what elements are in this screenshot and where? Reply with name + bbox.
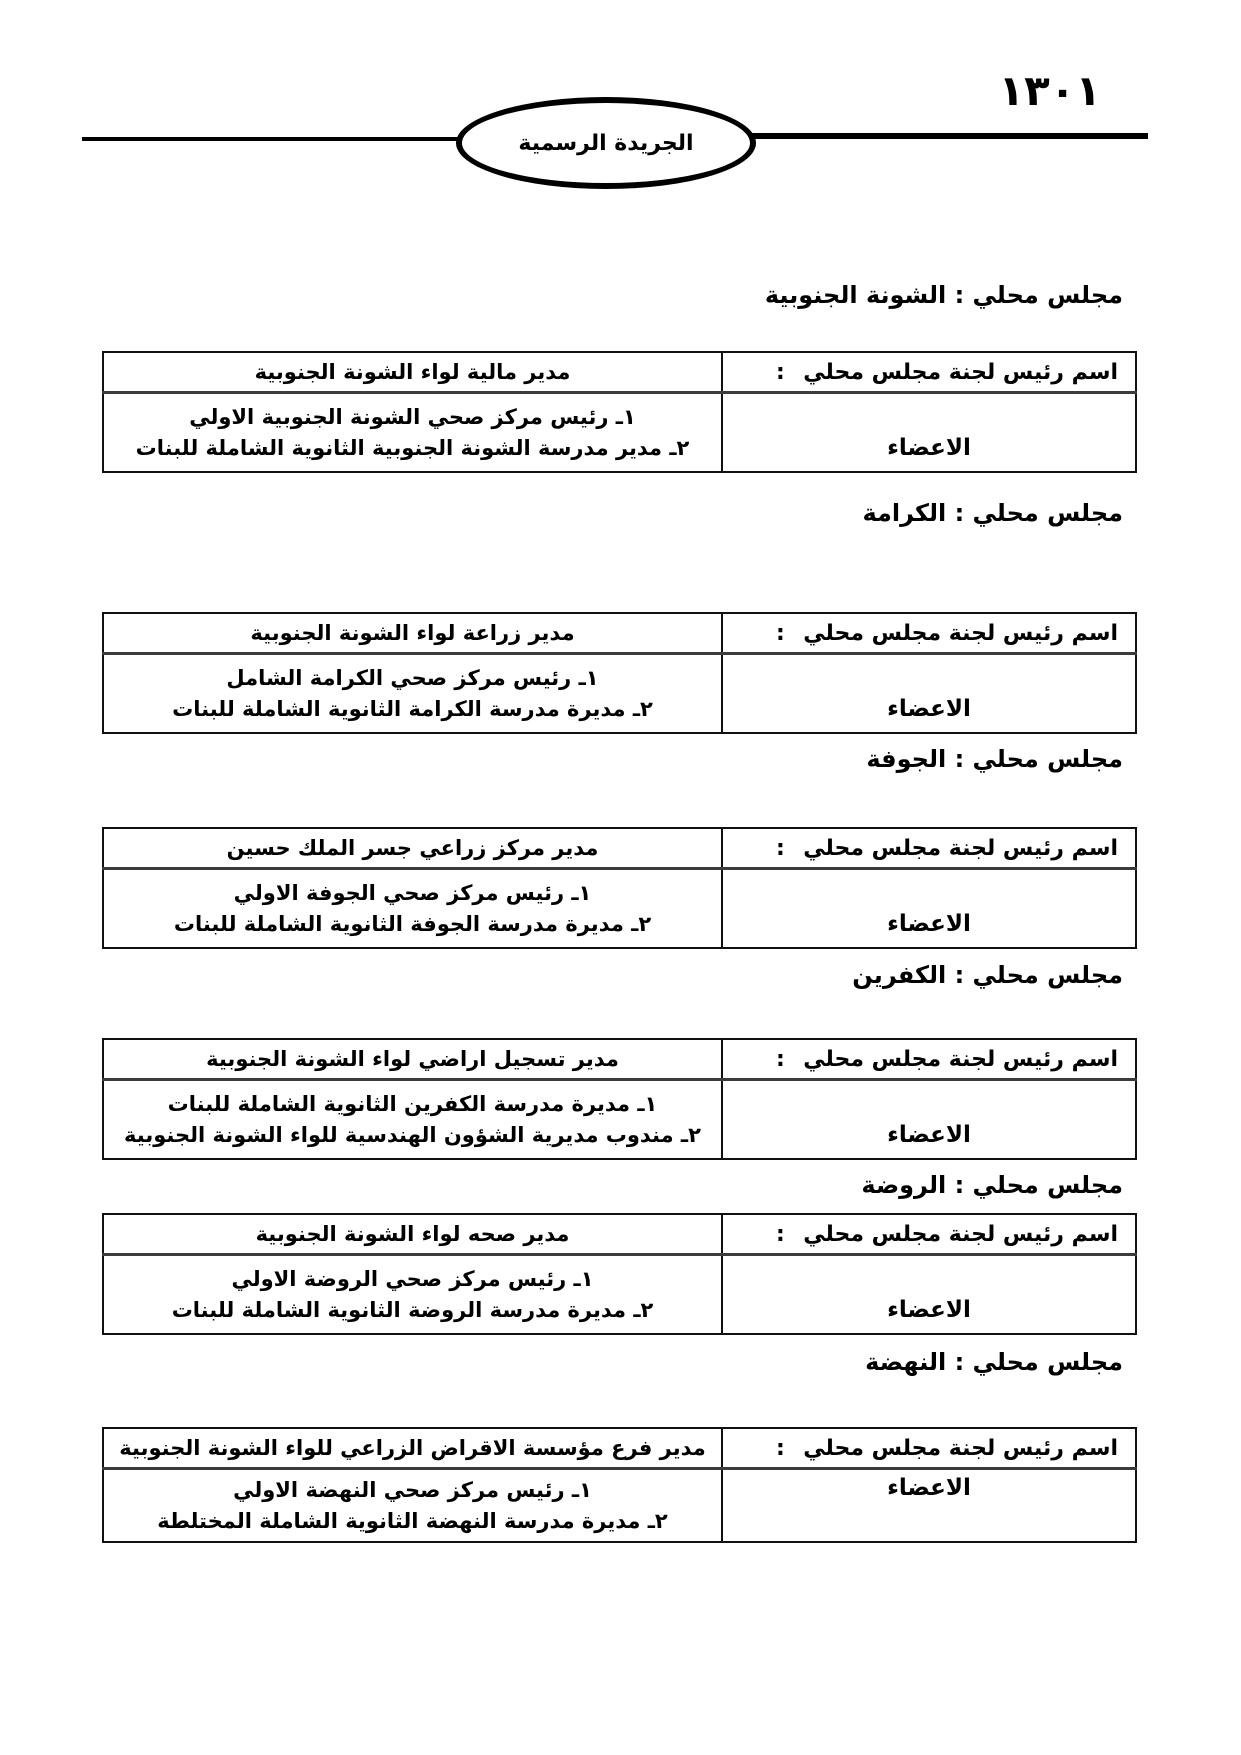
member-item: ٢ـ مندوب مديرية الشؤون الهندسية للواء الشونة الجنوبية [124,1122,701,1147]
chair-label: اسم رئيس لجنة مجلس محلي [803,1221,1118,1247]
members-label: الاعضاء [722,654,1136,734]
members-list [103,1469,722,1543]
council-table [102,612,1137,734]
page-number: ١٣٠١ [998,66,1101,115]
chair-label: اسم رئيس لجنة مجلس محلي [803,359,1118,385]
gazette-title-ellipse [456,97,756,189]
members-label: الاعضاء [722,1080,1136,1160]
chair-label: اسم رئيس لجنة مجلس محلي [803,1435,1118,1461]
members-list [103,1080,722,1160]
chair-label-cell [722,1039,1136,1080]
council-heading: مجلس محلي : الروضة [861,1171,1123,1199]
member-item: ٢ـ مديرة مدرسة الجوفة الثانوية الشاملة للبنات [173,911,652,936]
members-list [103,1255,722,1335]
member-item: ٢ـ مديرة مدرسة النهضة الثانوية الشاملة المختلطة [157,1508,668,1533]
chair-label-cell [722,352,1136,393]
member-item: ٢ـ مديرة مدرسة الروضة الثانوية الشاملة للبنات [171,1297,654,1322]
chair-value: مدير زراعة لواء الشونة الجنوبية [103,613,722,654]
chair-label: اسم رئيس لجنة مجلس محلي [803,1046,1118,1072]
member-item: ١ـ رئيس مركز صحي النهضة الاولي [233,1477,592,1502]
chair-label-cell [722,1428,1136,1469]
chair-value: مدير مركز زراعي جسر الملك حسين [103,828,722,869]
council-section-kafrein [102,958,1137,1160]
chair-label-colon: : [776,1046,785,1072]
council-section-shuna-janubiya [102,278,1137,473]
members-list [103,654,722,734]
council-table [102,827,1137,949]
members-label: الاعضاء [722,1255,1136,1335]
member-item: ٢ـ مدير مدرسة الشونة الجنوبية الثانوية الشاملة للبنات [135,435,690,460]
members-label: الاعضاء [722,393,1136,473]
council-section-rawda [102,1168,1137,1335]
member-item: ١ـ رئيس مركز صحي الكرامة الشامل [226,665,599,690]
council-heading: مجلس محلي : الكرامة [862,499,1123,527]
chair-value: مدير مالية لواء الشونة الجنوبية [103,352,722,393]
gazette-title: الجريدة الرسمية [518,130,694,156]
council-heading: مجلس محلي : النهضة [865,1348,1123,1376]
header-rule-right [752,133,1148,139]
chair-value: مدير تسجيل اراضي لواء الشونة الجنوبية [103,1039,722,1080]
chair-label-colon: : [776,1435,785,1461]
council-table [102,1038,1137,1160]
members-list [103,393,722,473]
chair-label-colon: : [776,620,785,646]
council-table [102,1213,1137,1335]
header-rule-left [82,137,462,141]
council-section-nahda [102,1345,1137,1543]
member-item: ١ـ رئيس مركز صحي الجوفة الاولي [233,880,592,905]
chair-label-colon: : [776,835,785,861]
chair-label-colon: : [776,1221,785,1247]
council-heading: مجلس محلي : الجوفة [866,745,1123,773]
chair-label: اسم رئيس لجنة مجلس محلي [803,620,1118,646]
member-item: ١ـ رئيس مركز صحي الشونة الجنوبية الاولي [189,404,636,429]
chair-label-cell [722,1214,1136,1255]
members-list [103,869,722,949]
chair-label: اسم رئيس لجنة مجلس محلي [803,835,1118,861]
council-section-karama [102,496,1137,734]
chair-value: مدير صحه لواء الشونة الجنوبية [103,1214,722,1255]
member-item: ١ـ رئيس مركز صحي الروضة الاولي [231,1266,594,1291]
members-label: الاعضاء [722,1469,1136,1543]
chair-label-colon: : [776,359,785,385]
chair-label-cell [722,828,1136,869]
council-section-jawfa [102,742,1137,949]
members-label: الاعضاء [722,869,1136,949]
member-item: ٢ـ مديرة مدرسة الكرامة الثانوية الشاملة للبنات [172,696,653,721]
council-heading: مجلس محلي : الكفرين [852,961,1123,989]
council-heading: مجلس محلي : الشونة الجنوبية [764,281,1123,309]
council-table [102,1427,1137,1543]
chair-label-cell [722,613,1136,654]
council-table [102,351,1137,473]
chair-value: مدير فرع مؤسسة الاقراض الزراعي للواء الشونة الجنوبية [103,1428,722,1469]
member-item: ١ـ مديرة مدرسة الكفرين الثانوية الشاملة للبنات [167,1091,658,1116]
